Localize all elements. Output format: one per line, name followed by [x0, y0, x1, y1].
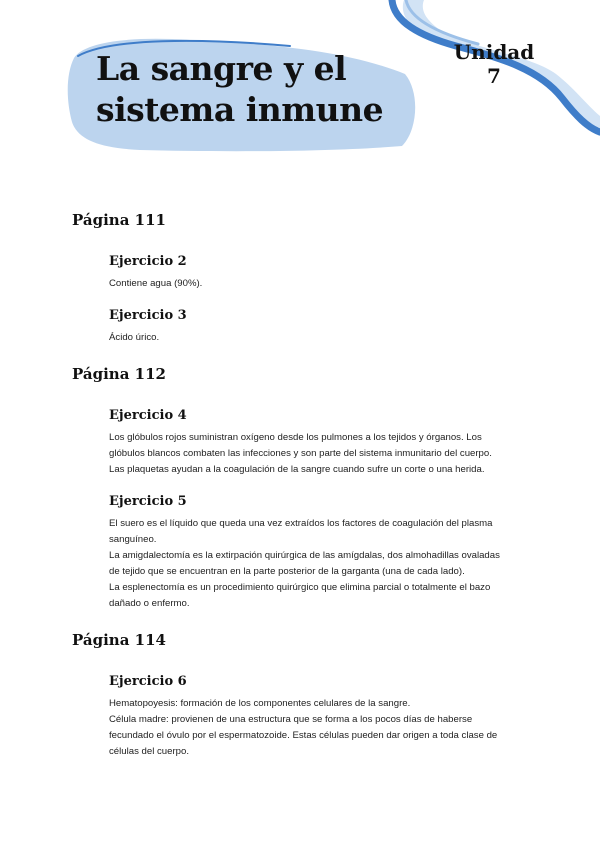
exercise-text: glóbulos blancos combaten las infecciones y son parte del sistema inmunitario del cuerpo. — [109, 448, 492, 459]
exercise-3 — [109, 306, 532, 346]
title-line-1: La sangre y el — [96, 49, 347, 88]
exercise-heading: Ejercicio 6 — [109, 674, 187, 689]
exercise-heading: Ejercicio 4 — [109, 408, 187, 423]
document-title — [96, 48, 383, 130]
unit-label — [448, 40, 540, 88]
exercise-6 — [109, 672, 532, 760]
section-page-111 — [72, 208, 532, 346]
exercise-text: Las plaquetas ayudan a la coagulación de la sangre cuando sufre un corte o una herida. — [109, 464, 485, 475]
page-heading: Página 114 — [72, 631, 166, 649]
exercise-text: La amigdalectomía es la extirpación quirúrgica de las amígdalas, dos almohadillas ovaladas — [109, 550, 500, 561]
exercise-5 — [109, 492, 532, 612]
exercise-4 — [109, 406, 532, 478]
exercise-text: La esplenectomía es un procedimiento quirúrgico que elimina parcial o totalmente el bazo — [109, 582, 491, 593]
unit-number: 7 — [487, 64, 501, 88]
unit-word: Unidad — [453, 40, 535, 64]
page-heading: Página 112 — [72, 365, 166, 383]
exercise-text: Contiene agua (90%). — [109, 278, 203, 289]
exercise-text: sanguíneo. — [109, 534, 157, 545]
exercise-text: Ácido úrico. — [109, 332, 160, 343]
exercise-2 — [109, 252, 532, 292]
exercise-text: Los glóbulos rojos suministran oxígeno desde los pulmones a los tejidos y órganos. Los — [109, 432, 482, 443]
exercise-text: células del cuerpo. — [109, 746, 189, 757]
exercise-text: dañado o enfermo. — [109, 598, 190, 609]
exercise-text: fecundado el óvulo por el espermatozoide. Estas células pueden dar origen a toda clase de — [109, 730, 498, 741]
exercise-text: Célula madre: provienen de una estructura que se forma a los pocos días de haberse — [109, 714, 473, 725]
exercise-heading: Ejercicio 5 — [109, 494, 187, 509]
exercise-text: El suero es el líquido que queda una vez extraídos los factores de coagulación del plasma — [109, 518, 493, 529]
exercise-heading: Ejercicio 2 — [109, 254, 187, 269]
exercise-text: de tejido que se encuentran en la parte posterior de la garganta (una de cada lado). — [109, 566, 465, 577]
section-page-114 — [72, 628, 532, 760]
title-line-2: sistema inmune — [96, 90, 384, 129]
exercise-heading: Ejercicio 3 — [109, 308, 187, 323]
document-body — [72, 208, 532, 776]
section-page-112 — [72, 362, 532, 612]
exercise-text: Hematopoyesis: formación de los componentes celulares de la sangre. — [109, 698, 411, 709]
page-heading: Página 111 — [72, 211, 166, 229]
